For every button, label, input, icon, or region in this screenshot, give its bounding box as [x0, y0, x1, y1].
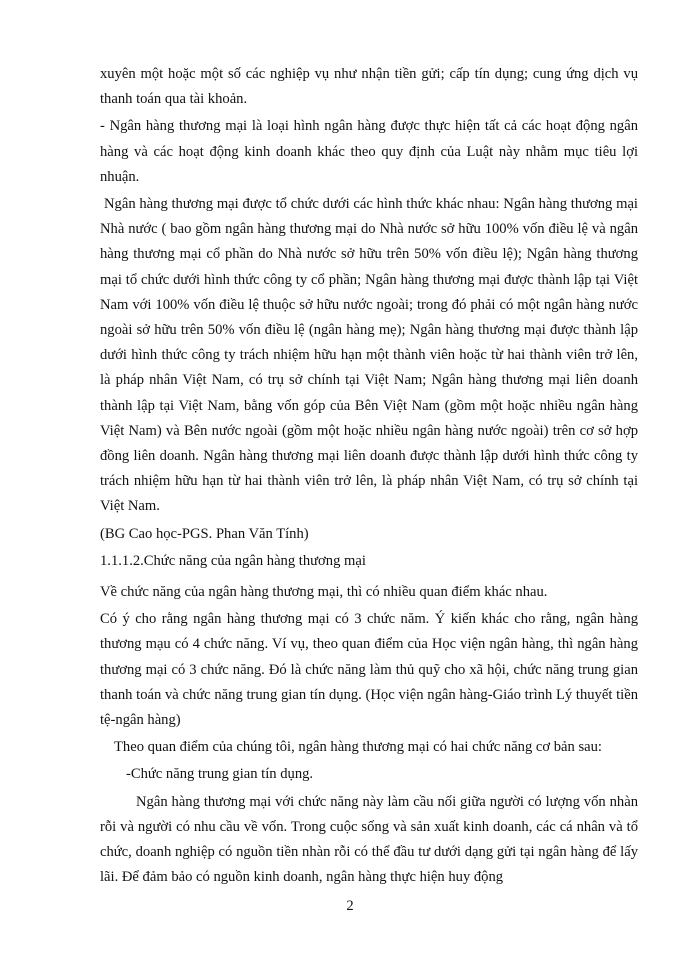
section-heading: 1.1.1.2.Chức năng của ngân hàng thương mại — [100, 552, 366, 569]
paragraph-credit-intermediary: Ngân hàng thương mại với chức năng này làm cầu nối giữa người có lượng vốn nhàn rỗi và người có nhu cầu về vốn. Trong cuộc sống và sản xuất kinh doanh, các cá nhân và tổ chức, doanh nghiệp có nguồn tiền nhàn rỗi có thể đầu tư dưới dạng gửi tại ngân hàng để lấy lãi. Để đảm bảo có nguồn kinh doanh, ngân hàng thực hiện huy động — [100, 793, 638, 886]
paragraph-organization-forms: Ngân hàng thương mại được tổ chức dưới các hình thức khác nhau: Ngân hàng thương mại Nhà nước ( bao gồm ngân hàng thương mại do Nhà nước sở hữu 100% vốn điều lệ và ngân hàng thương mại cổ phần do Nhà nước sở hữu trên 50% vốn điều lệ); Ngân hàng thương mại tổ chức dưới hình thức công ty cổ phần; Ngân hàng thương mại được thành lập tại Việt Nam với 100% vốn điều lệ thuộc sở hữu nước ngoài; trong đó phải có một ngân hàng nước ngoài sở hữu trên 50% vốn điều lệ (ngân hàng mẹ); Ngân hàng thương mại được thành lập dưới hình thức công ty trách nhiệm hữu hạn một thành viên hoặc từ hai thành viên trở lên, là pháp nhân Việt Nam, có trụ sở chính tại Việt Nam; Ngân hàng thương mại liên doanh thành lập tại Việt Nam, bằng vốn góp của Bên Việt Nam (gồm một hoặc nhiều ngân hàng Việt Nam) và Bên nước ngoài (gồm một hoặc nhiều ngân hàng nước ngoài) trên cơ sở hợp đồng liên doanh. Ngân hàng thương mại liên doanh được thành lập dưới hình thức công ty trách nhiệm hữu hạn từ hai thành viên trở lên, là pháp nhân Việt Nam, có trụ sở chính tại Việt Nam. — [100, 196, 638, 515]
paragraph-definition: - Ngân hàng thương mại là loại hình ngân hàng được thực hiện tất cả các hoạt động ngân hàng và các hoạt động kinh doanh khác theo quy định của Luật này nhằm mục tiêu lợi nhuận. — [100, 118, 638, 185]
paragraph-functions-views: Có ý cho rằng ngân hàng thương mại có 3 chức năm. Ý kiến khác cho rằng, ngân hàng thương mạu có 4 chức năng. Ví vụ, theo quan điểm của Học viện ngân hàng, thì ngân hàng thương mại có 3 chức năng. Đó là chức năng làm thủ quỹ cho xã hội, chức năng trung gian thanh toán và chức năng trung gian tín dụng. (Học viện ngân hàng-Giáo trình Lý thuyết tiền tệ-ngân hàng) — [100, 611, 638, 729]
paragraph-continuation: xuyên một hoặc một số các nghiệp vụ như nhận tiền gửi; cấp tín dụng; cung ứng dịch vụ thanh toán qua tài khoản. — [100, 66, 638, 108]
paragraph-our-view: Theo quan điểm của chúng tôi, ngân hàng thương mại có hai chức năng cơ bản sau: — [114, 739, 602, 756]
list-item-credit-intermediary: -Chức năng trung gian tín dụng. — [126, 766, 314, 783]
page-number: 2 — [346, 898, 354, 914]
citation: (BG Cao học-PGS. Phan Văn Tính) — [100, 525, 309, 542]
paragraph-functions-intro: Về chức năng của ngân hàng thương mại, thì có nhiều quan điểm khác nhau. — [100, 584, 548, 601]
